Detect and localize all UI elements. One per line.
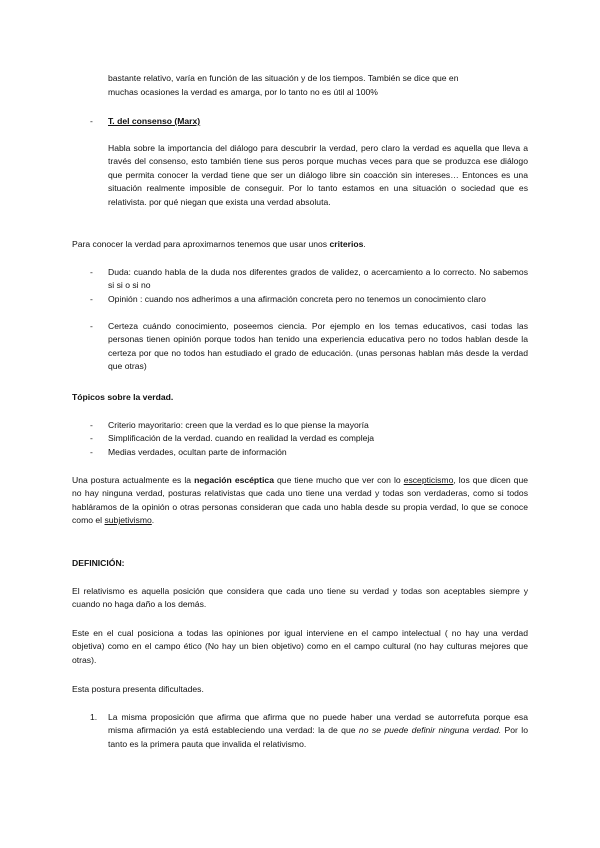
skeptic-bold: negación escéptica <box>194 475 274 485</box>
definition-heading: DEFINICIÓN: <box>72 558 125 568</box>
definition-paragraph-2: Este en el cual posiciona a todas las opiniones por igual interviene en el campo intelectual ( no hay una verdad objetiva) como en el campo ético (No hay un bien objetivo) como en el campo cultural (no hay culturas mejores que otras). <box>72 628 528 665</box>
consensus-paragraph: Habla sobre la importancia del diálogo para descubrir la verdad, pero claro la verdad es aquella que lleva a través del consenso, esto también tiene sus peros porque muchas veces para que se produzca ese diálogo que permita conocer la verdad tiene que ser un diálogo libre sin coacción sin intereses… Entonces es una situación realmente imposible de conseguir. Por lo tanto estamos en una situación o sociedad que es relativista. por qué niegan que exista una verdad absoluta. <box>108 143 528 207</box>
criteria-intro-bold: criterios <box>329 239 364 249</box>
topics-heading: Tópicos sobre la verdad. <box>72 392 174 402</box>
definition-paragraph-1: El relativismo es aquella posición que considera que cada uno tiene su verdad y todas son aceptables siempre y cuando no haga daño a los demás. <box>72 586 528 610</box>
skeptic-underline-subjetivismo: subjetivismo <box>104 515 152 526</box>
criteria-item-certeza: Certeza cuándo conocimiento, poseemos ciencia. Por ejemplo en los temas educativos, casi todas las personas tienen opinión porque todos han tenido una experiencia educativa pero no todos hablan desde la certeza por que no todos han estudiado el grado de educación. (unas personas hablan más desde la verdad que otras) <box>108 321 528 372</box>
intro-line-2: muchas ocasiones la verdad es amarga, por lo tanto no es útil al 100% <box>108 87 378 97</box>
difficulty-item-1 <box>108 711 528 751</box>
criteria-bullet: - <box>90 321 93 331</box>
topics-item: Medias verdades, ocultan parte de información <box>108 447 287 457</box>
difficulty-text: Por lo tanto es la primera pauta que invalida el relativismo. <box>108 725 528 749</box>
criteria-intro-end: . <box>363 239 366 249</box>
topics-item: Criterio mayoritario: creen que la verdad es lo que piense la mayoría <box>108 420 369 430</box>
difficulty-text: La misma proposición que afirma que afirma que no puede haber una verdad se autorrefuta porque esa misma afirmación ya está estableciendo una verdad: la de que <box>108 712 528 736</box>
skeptic-text: Una postura actualmente es la <box>72 475 195 485</box>
difficulty-italic: no se puede definir ninguna verdad. <box>358 725 502 736</box>
topics-bullet: - <box>90 420 93 430</box>
criteria-bullet: - <box>90 267 93 277</box>
skeptic-text: que tiene mucho que ver con lo <box>274 475 404 485</box>
topics-bullet: - <box>90 447 93 457</box>
skeptic-text: , los que dicen que no hay ninguna verdad, posturas relativistas que cada uno tiene una verdad y todas son verdaderas, como si todos habláramos de la opinión o otras personas consideran que cada uno habla desde su propia verdad, lo que se conoce como el <box>72 475 528 526</box>
skeptic-text: . <box>151 515 155 526</box>
consensus-heading: T. del consenso (Marx) <box>108 116 201 126</box>
criteria-item-opinion: Opinión : cuando nos adherimos a una afirmación concreta pero no tenemos un conocimiento claro <box>108 294 486 304</box>
topics-item: Simplificación de la verdad. cuando en realidad la verdad es compleja <box>108 433 375 443</box>
intro-line-1: bastante relativo, varía en función de las situación y de los tiempos. También se dice que en <box>108 73 459 83</box>
skeptic-underline-escepticismo: escepticismo <box>403 475 454 485</box>
topics-bullet: - <box>90 433 93 443</box>
difficulty-number: 1. <box>90 712 98 722</box>
criteria-intro <box>72 238 528 251</box>
definition-paragraph-3: Esta postura presenta dificultades. <box>72 684 204 694</box>
consensus-bullet: - <box>90 116 93 126</box>
skeptic-paragraph <box>72 474 528 528</box>
criteria-bullet: - <box>90 294 93 304</box>
criteria-intro-text: Para conocer la verdad para aproximarnos tenemos que usar unos <box>72 239 330 249</box>
criteria-item-duda: Duda: cuando habla de la duda nos diferentes grados de validez, o acercamiento a lo correcto. No sabemos si si o si no <box>108 267 528 291</box>
